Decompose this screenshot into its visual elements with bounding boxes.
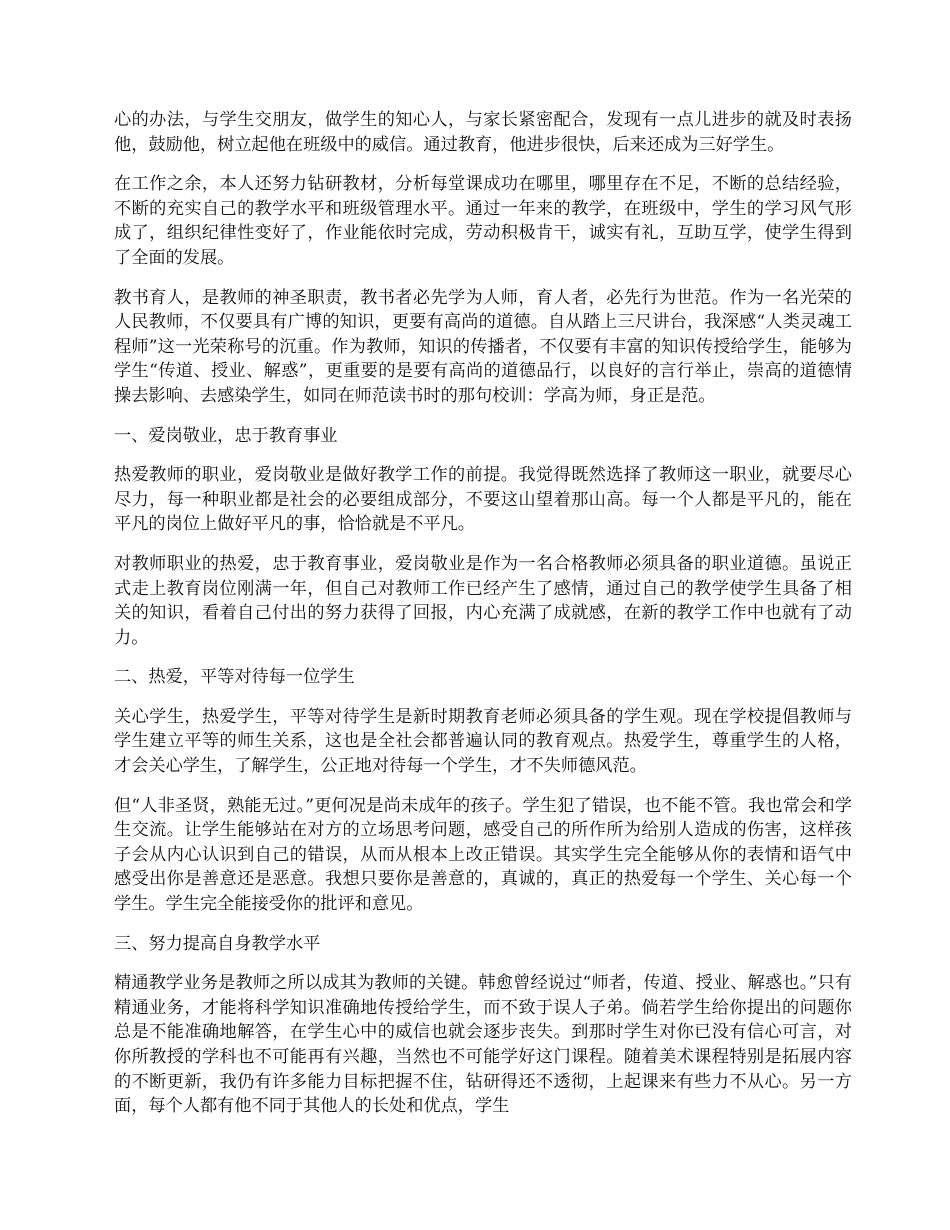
paragraph-study-materials: 在工作之余，本人还努力钻研教材，分析每堂课成功在哪里，哪里存在不足，不断的总结经验，不断的充实自己的教学水平和班级管理水平。通过一年来的教学，在班级中，学生的学习风气形成了，组织纪律性变好了，作业能依时完成，劳动积极肯干，诚实有礼，互助互学，使学生得到了全面的发展。 — [114, 174, 852, 268]
document-body — [114, 108, 852, 1134]
paragraph-student-mistakes: 但“人非圣贤，熟能无过。”更何况是尚未成年的孩子。学生犯了错误，也不能不管。我也常会和学生交流。让学生能够站在对方的立场思考问题，感受自己的所作所为给别人造成的伤害，这样孩子会从内心认识到自己的错误，从而从根本上改正错误。其实学生完全能够从你的表情和语气中感受出你是善意还是恶意。我想只要你是善意的，真诚的，真正的热爱每一个学生、关心每一个学生。学生完全能接受你的批评和意见。 — [114, 795, 852, 915]
section-heading-3: 三、努力提高自身教学水平 — [114, 933, 321, 954]
paragraph-care-students: 关心学生，热爱学生，平等对待学生是新时期教育老师必须具备的学生观。现在学校提倡教师与学生建立平等的师生关系，这也是全社会都普遍认同的教育观点。热爱学生，尊重学生的人格，才会关心学生，了解学生，公正地对待每一个学生，才不失师德风范。 — [114, 706, 852, 777]
section-heading-1: 一、爱岗敬业，忠于教育事业 — [114, 425, 338, 446]
paragraph-continuation: 心的办法，与学生交朋友，做学生的知心人，与家长紧密配合，发现有一点儿进步的就及时表扬他，鼓励他，树立起他在班级中的威信。通过教育，他进步很快，后来还成为三好学生。 — [114, 110, 852, 155]
section-heading-2: 二、热爱，平等对待每一位学生 — [114, 667, 355, 688]
paragraph-teacher-duty: 教书育人，是教师的神圣职责，教书者必先学为人师，育人者，必先行为世范。作为一名光荣的人民教师，不仅要具有广博的知识，更要有高尚的道德。自从踏上三尺讲台，我深感“人类灵魂工程师”这一光荣称号的沉重。作为教师，知识的传播者，不仅要有丰富的知识传授给学生，能够为学生“传道、授业、解惑”，更重要的是要有高尚的道德品行，以良好的言行举止，崇高的道德情操去影响、去感染学生，如同在师范读书时的那句校训：学高为师，身正是范。 — [114, 287, 852, 406]
paragraph-professional-ethics: 对教师职业的热爱，忠于教育事业，爱岗敬业是作为一名合格教师必须具备的职业道德。虽说正式走上教育岗位刚满一年，但自己对教师工作已经产生了感情，通过自己的教学使学生具备了相关的知识，看着自己付出的努力获得了回报，内心充满了成就感，在新的教学工作中也就有了动力。 — [114, 553, 852, 648]
paragraph-teaching-skill: 精通教学业务是教师之所以成其为教师的关键。韩愈曾经说过“师者，传道、授业、解惑也。”只有精通业务，才能将科学知识准确地传授给学生，而不致于误人子弟。倘若学生给你提出的问题你总是不能准确地解答，在学生心中的威信也就会逐步丧失。到那时学生对你已没有信心可言，对你所教授的学科也不可能再有兴趣，当然也不可能学好这门课程。随着美术课程特别是拓展内容的不断更新，我仍有许多能力目标把握不住，钻研得还不透彻，上起课来有些力不从心。另一方面，每个人都有他不同于其他人的长处和优点，学生 — [114, 973, 852, 1117]
paragraph-love-profession: 热爱教师的职业，爱岗敬业是做好教学工作的前提。我觉得既然选择了教师这一职业，就要尽心尽力，每一种职业都是社会的必要组成部分，不要这山望着那山高。每一个人都是平凡的，能在平凡的岗位上做好平凡的事，恰恰就是不平凡。 — [114, 465, 852, 535]
